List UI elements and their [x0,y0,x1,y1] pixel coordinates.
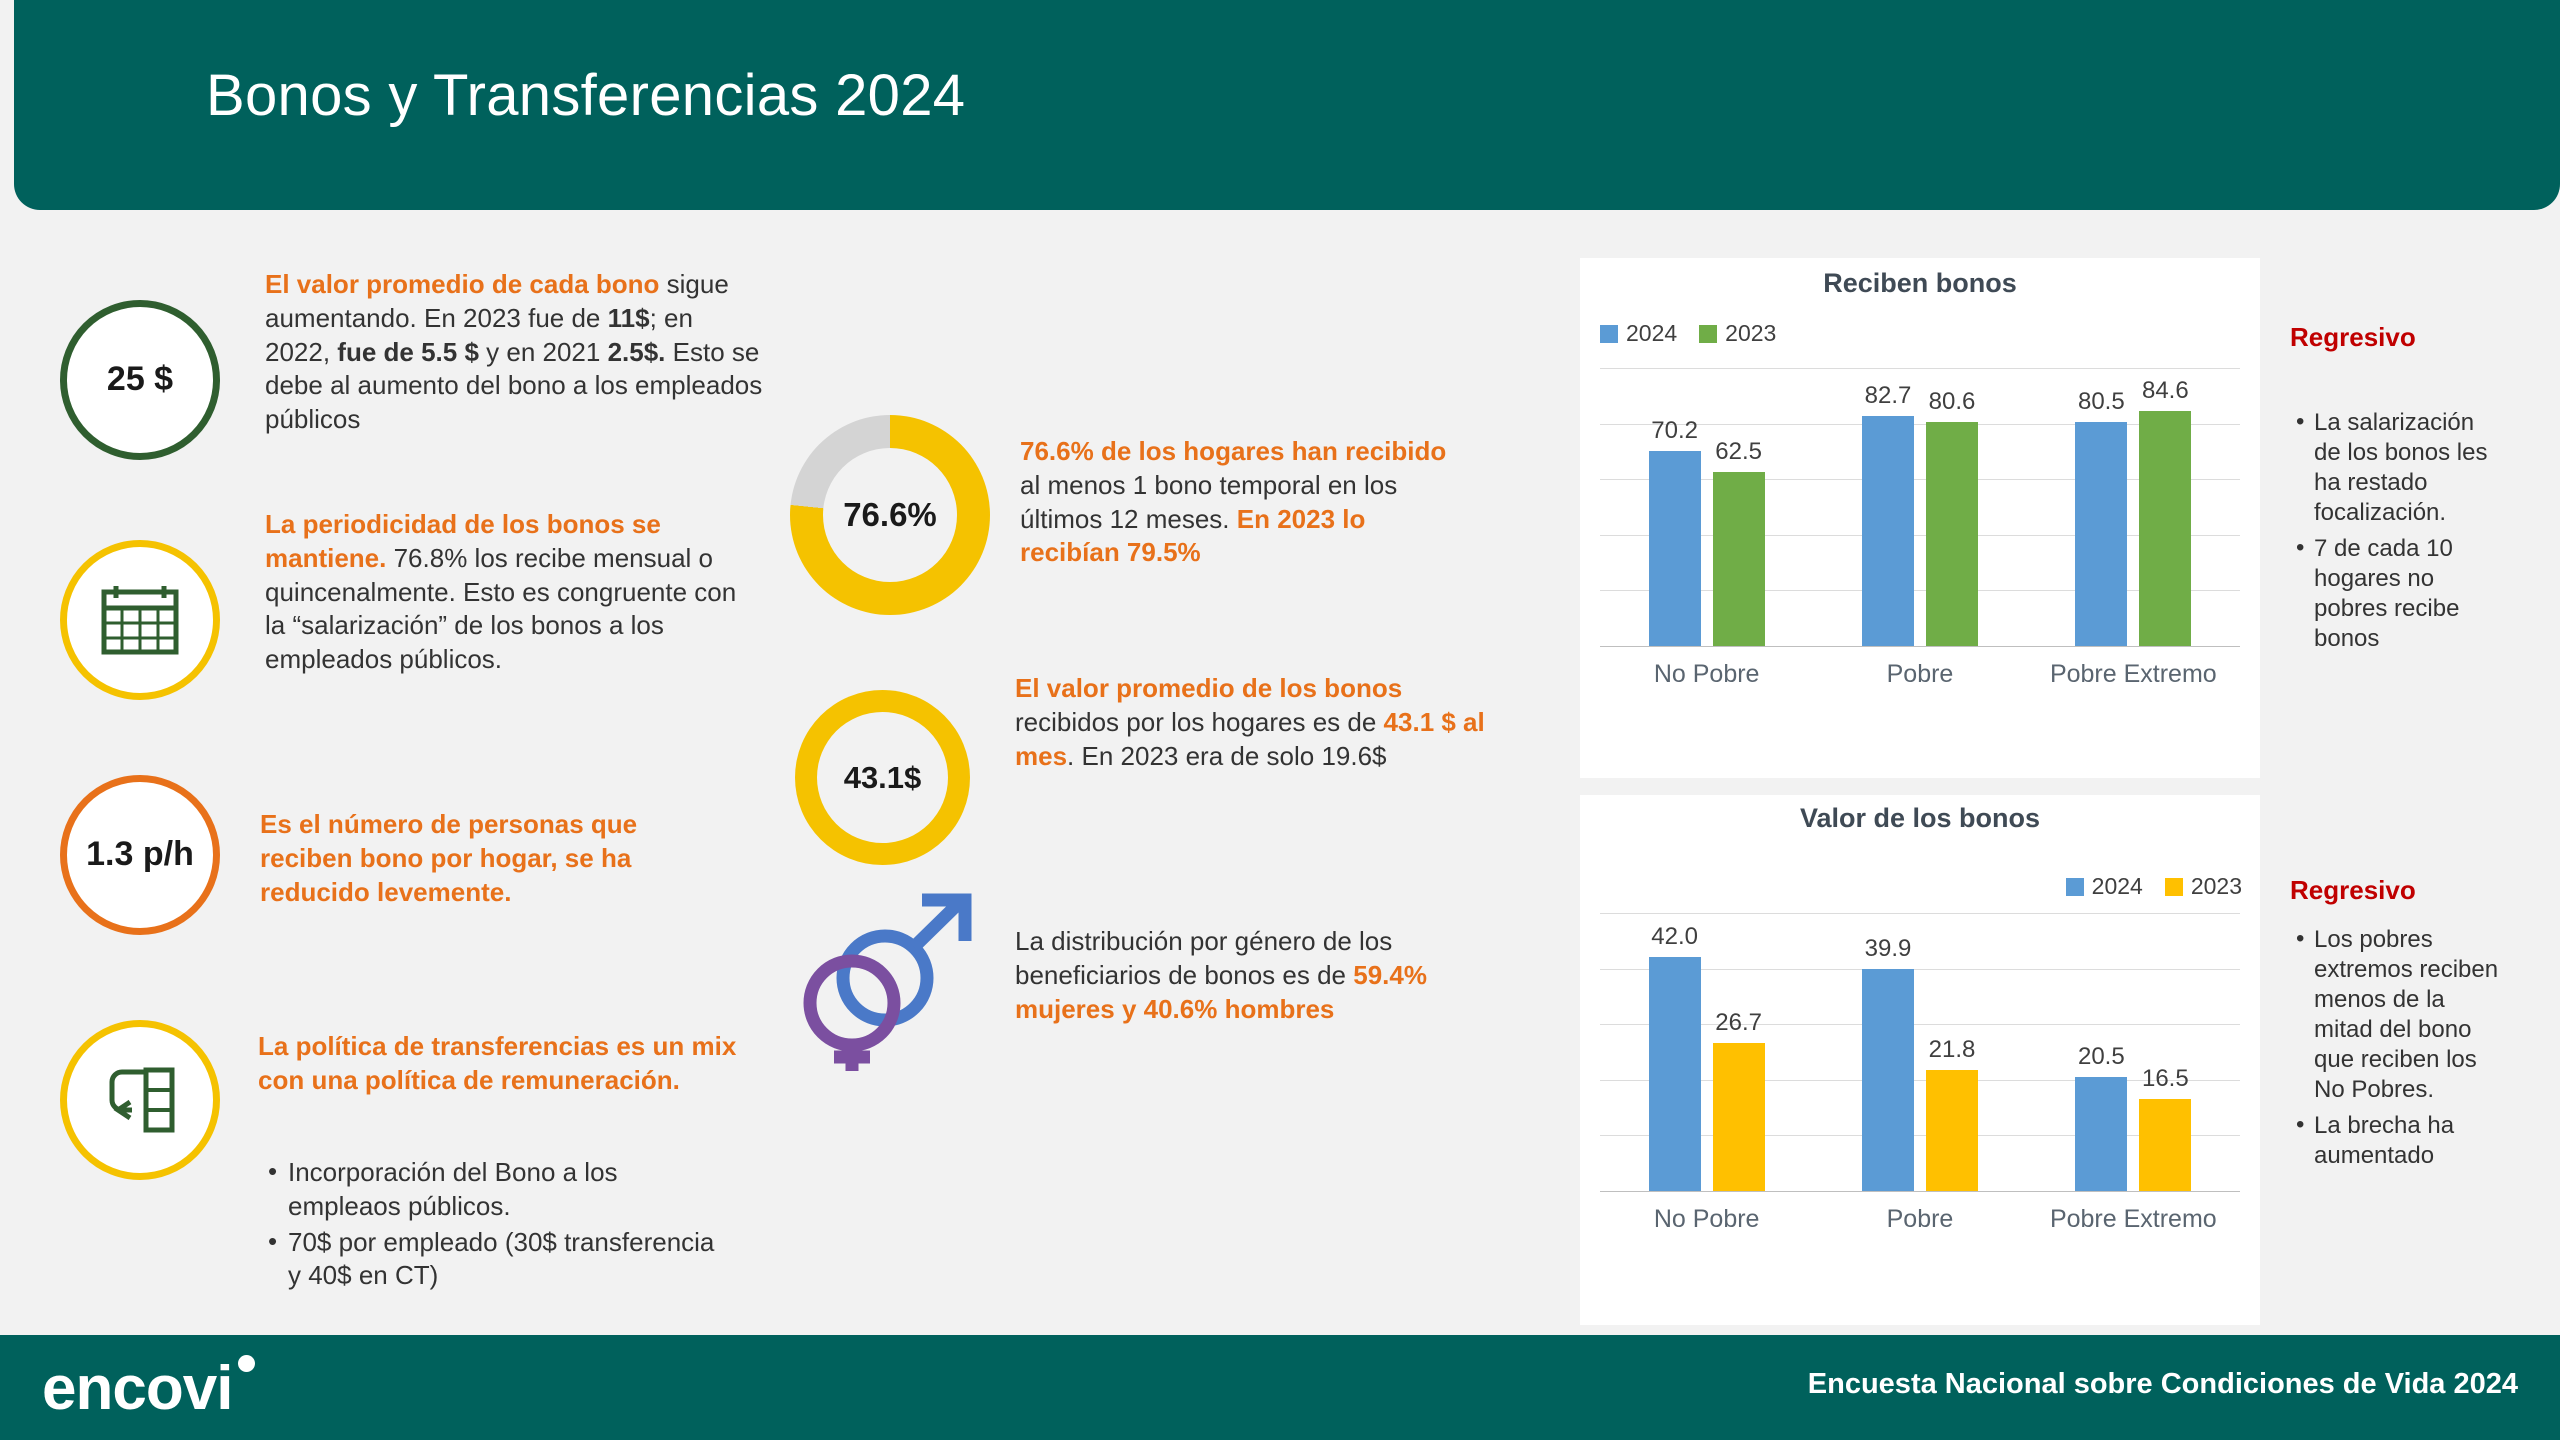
chart-bar [1926,1070,1978,1191]
left-text-persons-per-household: Es el número de personas que reciben bono por hogar, se ha reducido levemente. [260,809,638,907]
legend-swatch [2165,878,2183,896]
chart-bar [1649,957,1701,1191]
chart-bar [2139,1099,2191,1191]
list-item: • La salarización de los bonos les ha restado focalización. [2290,408,2500,528]
left-text-transfer-policy: La política de transferencias es un mix con una política de remuneración. [258,1031,737,1095]
note-list-regresivo-1 [2290,408,2500,660]
legend-swatch [2066,878,2084,896]
chart-bar-label: 39.9 [1864,935,1912,963]
legend-swatch [1699,325,1717,343]
chart-bar [2075,422,2127,646]
chart-valor-de-los-bonos [1580,795,2260,1325]
chart-title-valor-de-los-bonos: Valor de los bonos [1799,803,2041,833]
chart-title-reciben-bonos: Reciben bonos [1823,268,2017,298]
chart-bar [1713,472,1765,646]
legend-item [1600,320,1677,347]
chart-bar-label: 80.6 [1928,387,1976,415]
chart-bar [1649,451,1701,646]
chart-reciben-bonos [1580,258,2260,778]
chart-bar-label: 16.5 [2141,1065,2189,1093]
calendar-icon [101,584,179,656]
badge-average-bond-value: 25 $ [60,300,220,460]
donut-value-households-received: 76.6% [823,448,957,582]
chart-bar [1862,969,1914,1191]
chart-category-label: Pobre Extremo [2049,1205,2217,1233]
list-item: • La brecha ha aumentado [2290,1111,2500,1171]
chart-bar [2139,411,2191,646]
chart-bar-label: 82.7 [1864,382,1912,410]
chart-category-label: No Pobre [1653,660,1760,688]
footer-bar [0,1335,2560,1440]
chart-bar-label: 26.7 [1715,1008,1763,1036]
chart-category-label: Pobre Extremo [2049,660,2217,688]
encovi-logo: encovi [42,1353,232,1424]
list-item: • Incorporación del Bono a los empleaos públicos. [262,1156,732,1224]
chart-plot-valor-de-los-bonos [1600,913,2240,1243]
legend-label: 2023 [1725,320,1777,346]
legend-swatch [1600,325,1618,343]
legend-label: 2024 [1626,320,1678,346]
list-item: • 7 de cada 10 hogares no pobres recibe bonos [2290,534,2500,654]
footer-caption: Encuesta Nacional sobre Condiciones de Vida 2024 [1807,1368,2518,1400]
transfer-icon [100,1062,180,1138]
gender-symbols-icon [790,875,1000,1080]
badge-persons-per-household: 1.3 p/h [60,775,220,935]
list-item: • Los pobres extremos reciben menos de la mitad del bono que reciben los No Pobres. [2290,925,2500,1105]
donut-value-average-value: 43.1$ [817,712,948,843]
legend-item [2165,873,2242,900]
legend-item [2066,873,2143,900]
chart-category-label: Pobre [1886,1205,1954,1233]
page-title: Bonos y Transferencias 2024 [206,63,966,128]
middle-text-average-value: El valor promedio de los bonos recibidos por los hogares es de 43.1 $ al mes. En 2023 era de solo 19.6$ [1015,673,1485,771]
note-title-regresivo-2: Regresivo [2290,875,2416,905]
note-title-regresivo-1: Regresivo [2290,322,2416,352]
chart-bar-label: 42.0 [1651,923,1699,951]
donut-chart-average-value [795,690,970,865]
left-bullets-transfer-policy [262,1156,732,1295]
chart-gridline [1600,913,2240,914]
chart-plot-reciben-bonos [1600,368,2240,698]
left-text-average-bond-value: El valor promedio de cada bono sigue aumentando. En 2023 fue de 11$; en 2022, fue de 5.5 $ y en 2021 2.5$. Esto se debe al aumento del bono a los empleados públicos [265,269,763,435]
list-item: • 70$ por empleado (30$ transferencia y 40$ en CT) [262,1226,732,1294]
chart-legend-valor-de-los-bonos [2066,873,2242,900]
badge-transfer [60,1020,220,1180]
chart-bar-label: 80.5 [2077,388,2125,416]
legend-label: 2023 [2190,873,2242,899]
legend-label: 2024 [2091,873,2143,899]
donut-chart-households-received [790,415,990,615]
chart-bar [1862,416,1914,646]
chart-bar [2075,1077,2127,1191]
chart-bar [1926,422,1978,646]
chart-gridline [1600,1191,2240,1192]
note-list-regresivo-2 [2290,925,2500,1177]
logo-dot [238,1355,255,1372]
left-text-periodicity: La periodicidad de los bonos se mantiene. 76.8% los recibe mensual o quincenalmente. Esto es congruente con la “salarización” de los bonos a los empleados públicos. [265,509,737,675]
chart-bar-label: 70.2 [1651,416,1699,444]
chart-legend-reciben-bonos [1600,320,1776,347]
chart-bar-label: 62.5 [1715,438,1763,466]
chart-bar-label: 20.5 [2077,1043,2125,1071]
chart-gridline [1600,646,2240,647]
chart-bar [1713,1043,1765,1191]
middle-text-gender: La distribución por género de los beneficiarios de bonos es de 59.4% mujeres y 40.6% hombres [1015,926,1427,1024]
legend-item [1699,320,1776,347]
chart-category-label: No Pobre [1653,1205,1760,1233]
badge-calendar [60,540,220,700]
chart-category-label: Pobre [1886,660,1954,688]
header-banner [14,0,2560,210]
chart-gridline [1600,368,2240,369]
chart-bar-label: 84.6 [2141,376,2189,404]
middle-text-households-received: 76.6% de los hogares han recibido al menos 1 bono temporal en los últimos 12 meses. En 2023 lo recibían 79.5% [1020,436,1447,568]
chart-bar-label: 21.8 [1928,1035,1976,1063]
